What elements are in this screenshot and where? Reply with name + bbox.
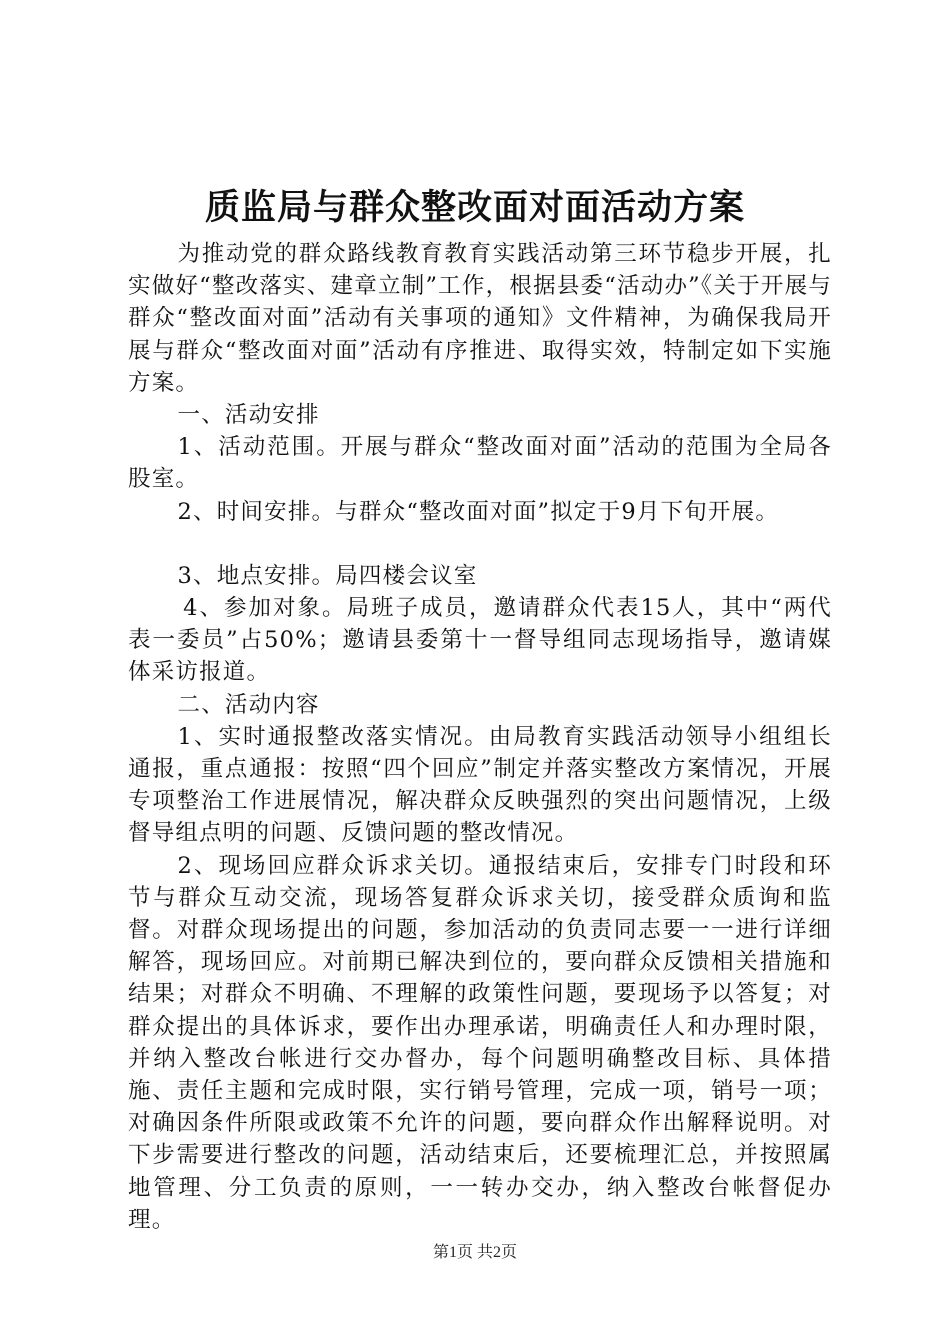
content-item-1: 1、实时通报整改落实情况。由局教育实践活动领导小组组长通报，重点通报：按照“四个回应”制定并落实整改方案情况，开展专项整治工作进展情况，解决群众反映强烈的突出问题情况，上级督导组点明的问题、反馈问题的整改情况。 [128,723,832,847]
item-time: 2、时间安排。与群众“整改面对面”拟定于9月下旬开展。 [177,498,780,525]
document-body [128,238,832,1236]
document-title: 质监局与群众整改面对面活动方案 [204,187,745,228]
item-location: 3、地点安排。局四楼会议室 [177,562,478,589]
content-item-2: 2、现场回应群众诉求关切。通报结束后，安排专门时段和环节与群众互动交流，现场答复群众诉求关切，接受群众质询和监督。对群众现场提出的问题，参加活动的负责同志要一一进行详细解答，现场回应。对前期已解决到位的，要向群众反馈相关措施和结果；对群众不明确、不理解的政策性问题，要现场予以答复；对群众提出的具体诉求，要作出办理承诺，明确责任人和办理时限，并纳入整改台帐进行交办督办，每个问题明确整改目标、具体措施、责任主题和完成时限，实行销号管理，完成一项，销号一项；对确因条件所限或政策不允许的问题，要向群众作出解释说明。对下步需要进行整改的问题，活动结束后，还要梳理汇总，并按照属地管理、分工负责的原则，一一转办交办，纳入整改台帐督促办理。 [128,852,832,1233]
section-heading-arrangement: 一、活动安排 [177,402,320,429]
intro-paragraph: 为推动党的群众路线教育教育实践活动第三环节稳步开展，扎实做好“整改落实、建章立制”工作，根据县委“活动办”《关于开展与群众“整改面对面”活动有关事项的通知》文件精神，为确保我局开展与群众“整改面对面”活动有序推进、取得实效，特制定如下实施方案。 [128,241,832,396]
section-heading-content: 二、活动内容 [177,691,320,718]
item-participants: 4、参加对象。局班子成员，邀请群众代表15人，其中“两代表一委员”占50%；邀请县委第十一督导组同志现场指导，邀请媒体采访报道。 [128,595,832,686]
page-footer: 第1页 共2页 [432,1244,517,1261]
item-scope: 1、活动范围。开展与群众“整改面对面”活动的范围为全局各股室。 [128,434,832,493]
